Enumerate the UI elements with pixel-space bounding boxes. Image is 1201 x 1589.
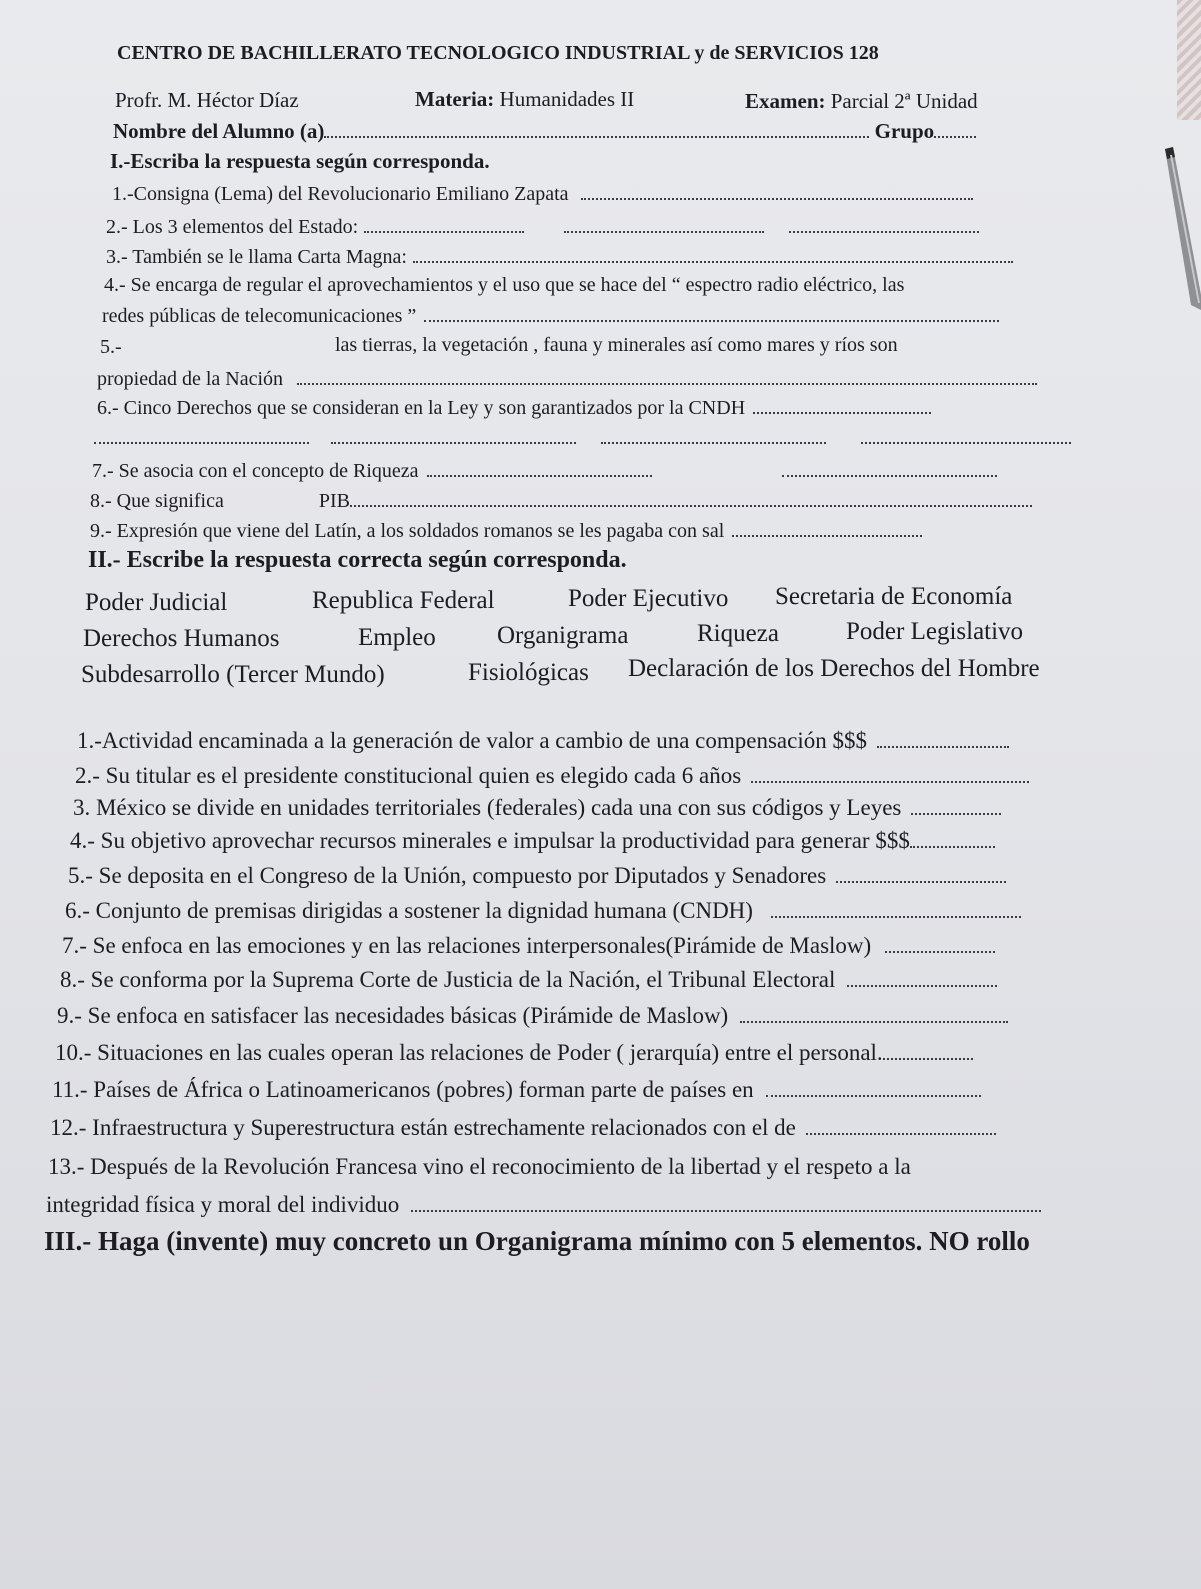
question-1-8	[90, 487, 1032, 514]
question-1-4-cont	[102, 302, 999, 329]
answer-blank[interactable]	[350, 487, 1032, 507]
question-text-pib: PIB	[318, 490, 350, 512]
answer-blank[interactable]	[861, 424, 1071, 444]
answer-blank[interactable]	[883, 1040, 973, 1060]
answer-blank[interactable]	[910, 828, 995, 848]
answer-blank[interactable]	[751, 763, 1029, 783]
answer-blank[interactable]	[789, 213, 979, 233]
item-text: 7.- Se enfoca en las emociones y en las relaciones interpersonales(Pirámide de Maslow)	[62, 933, 872, 958]
item-text: 5.- Se deposita en el Congreso de la Unión, compuesto por Diputados y Senadores	[68, 863, 827, 888]
question-1-4: 4.- Se encarga de regular el aprovechamientos y el uso que se hace del “ espectro radio eléctrico, las	[104, 274, 905, 296]
section-1-title: I.-Escriba la respuesta según corresponda.	[110, 149, 490, 173]
student-label: Nombre del Alumno (a)	[113, 119, 325, 143]
answer-blank[interactable]	[732, 517, 922, 537]
answer-blank[interactable]	[836, 863, 1006, 883]
question-1-3	[106, 243, 1013, 270]
student-name-row	[113, 118, 976, 144]
word-bank-item: Riqueza	[697, 620, 779, 647]
item-text: 1.-Actividad encaminada a la generación de valor a cambio de una compensación $$$	[77, 728, 867, 753]
item-text: 6.- Conjunto de premisas dirigidas a sostener la dignidad humana (CNDH)	[65, 898, 753, 923]
section-2-item-2	[75, 763, 1029, 789]
section-2-item-12	[50, 1115, 996, 1141]
question-1-5-cont	[97, 365, 1037, 392]
section-2-item-9	[57, 1003, 1008, 1029]
pencil-icon	[1161, 145, 1201, 310]
word-bank-item: Subdesarrollo (Tercer Mundo)	[81, 661, 385, 688]
exam-value: Parcial 2ª Unidad	[830, 89, 978, 113]
fabric-edge	[1177, 0, 1201, 120]
item-text: 12.- Infraestructura y Superestructura están estrechamente relacionados con el de	[50, 1115, 796, 1140]
group-blank[interactable]	[934, 118, 976, 138]
section-2-item-6	[65, 898, 1021, 924]
exam-label: Examen:	[745, 89, 826, 113]
section-2-item-4	[70, 828, 995, 854]
answer-blank[interactable]	[740, 1003, 1008, 1023]
answer-blank[interactable]	[911, 795, 1001, 815]
answer-blank[interactable]	[364, 213, 524, 233]
item-text: 8.- Se conforma por la Suprema Corte de Justicia de la Nación, el Tribunal Electoral	[60, 967, 836, 992]
question-text: redes públicas de telecomunicaciones ”	[102, 305, 417, 327]
organigram-answer-area[interactable]	[44, 1280, 1164, 1570]
question-1-6	[97, 394, 931, 421]
word-bank-item: Organigrama	[497, 622, 629, 649]
answer-blank[interactable]	[753, 394, 931, 414]
answer-blank[interactable]	[331, 424, 576, 444]
subject-label: Materia:	[415, 87, 495, 111]
word-bank-item: Poder Judicial	[85, 589, 228, 616]
question-text: 6.- Cinco Derechos que se consideran en la Ley y son garantizados por la CNDH	[97, 397, 746, 419]
question-text: 9.- Expresión que viene del Latín, a los soldados romanos se les pagaba con sal	[90, 520, 725, 542]
word-bank-item: Derechos Humanos	[83, 625, 280, 652]
subject-value: Humanidades II	[499, 87, 635, 111]
question-1-7	[92, 457, 997, 484]
answer-blank[interactable]	[782, 457, 997, 477]
word-bank-item: Republica Federal	[312, 587, 495, 614]
section-2-title: II.- Escribe la respuesta correcta según corresponda.	[88, 547, 627, 573]
question-text: propiedad de la Nación	[97, 368, 284, 390]
section-2-item-8	[60, 967, 997, 993]
question-1-2	[106, 213, 979, 240]
section-3-title: III.- Haga (invente) muy concreto un Organigrama mínimo con 5 elementos. NO rollo	[44, 1226, 1030, 1256]
answer-blank[interactable]	[94, 424, 309, 444]
question-1-6-blanks	[94, 424, 1071, 451]
answer-blank[interactable]	[564, 213, 764, 233]
answer-blank[interactable]	[581, 180, 973, 200]
teacher-name: Profr. M. Héctor Díaz	[115, 88, 299, 112]
subject-field	[415, 86, 634, 112]
word-bank-item: Fisiológicas	[468, 659, 589, 686]
item-text: 10.- Situaciones en las cuales operan las relaciones de Poder ( jerarquía) entre el personal.	[55, 1040, 883, 1065]
answer-blank[interactable]	[413, 243, 1013, 263]
answer-blank[interactable]	[885, 933, 995, 953]
answer-blank[interactable]	[601, 424, 826, 444]
answer-blank[interactable]	[411, 1192, 1041, 1212]
section-2-item-13: 13.- Después de la Revolución Francesa vino el reconocimiento de la libertad y el respeto a la	[48, 1154, 911, 1179]
student-name-blank[interactable]	[324, 118, 869, 138]
item-text: 4.- Su objetivo aprovechar recursos minerales e impulsar la productividad para generar $$$	[70, 828, 910, 853]
item-text: 2.- Su titular es el presidente constitucional quien es elegido cada 6 años	[75, 763, 742, 788]
item-text: 11.- Países de África o Latinoamericanos (pobres) forman parte de países en	[52, 1077, 754, 1102]
answer-blank[interactable]	[427, 457, 652, 477]
item-text: 9.- Se enfoca en satisfacer las necesidades básicas (Pirámide de Maslow)	[57, 1003, 729, 1028]
word-bank-item: Declaración de los Derechos del Hombre	[628, 655, 1040, 682]
answer-blank[interactable]	[424, 302, 999, 322]
section-2-item-3	[73, 795, 1001, 821]
exam-field	[745, 88, 978, 114]
question-text: 2.- Los 3 elementos del Estado:	[106, 216, 359, 238]
question-text: 8.- Que significa	[90, 490, 224, 512]
section-2-item-10	[55, 1040, 973, 1066]
answer-blank[interactable]	[847, 967, 997, 987]
group-label: Grupo	[874, 119, 935, 143]
word-bank-item: Poder Ejecutivo	[568, 585, 729, 612]
question-1-1	[112, 180, 973, 207]
section-2-item-11	[52, 1077, 981, 1103]
answer-blank[interactable]	[771, 898, 1021, 918]
section-2-item-13-cont	[46, 1192, 1041, 1218]
question-text: 7.- Se asocia con el concepto de Riqueza	[92, 460, 419, 482]
word-bank-item: Empleo	[358, 624, 436, 651]
question-1-5-num: 5.-	[100, 336, 122, 358]
school-title: CENTRO DE BACHILLERATO TECNOLOGICO INDUSTRIAL y de SERVICIOS 128	[117, 42, 879, 64]
section-2-item-7	[62, 933, 995, 959]
answer-blank[interactable]	[766, 1077, 981, 1097]
question-1-9	[90, 517, 922, 544]
word-bank-item: Secretaria de Economía	[775, 583, 1013, 610]
item-text: integridad física y moral del individuo	[46, 1192, 400, 1217]
item-text: 3. México se divide en unidades territoriales (federales) cada una con sus códigos y Leyes	[73, 795, 902, 820]
answer-blank[interactable]	[806, 1115, 996, 1135]
question-text: 3.- También se le llama Carta Magna:	[106, 246, 407, 268]
answer-blank[interactable]	[877, 728, 1009, 748]
section-2-item-1	[77, 728, 1009, 754]
question-1-5: las tierras, la vegetación , fauna y minerales así como mares y ríos son	[335, 334, 898, 356]
section-2-item-5	[68, 863, 1006, 889]
word-bank-item: Poder Legislativo	[846, 618, 1024, 645]
answer-blank[interactable]	[297, 365, 1037, 385]
question-text: 1.-Consigna (Lema) del Revolucionario Emiliano Zapata	[112, 183, 569, 205]
